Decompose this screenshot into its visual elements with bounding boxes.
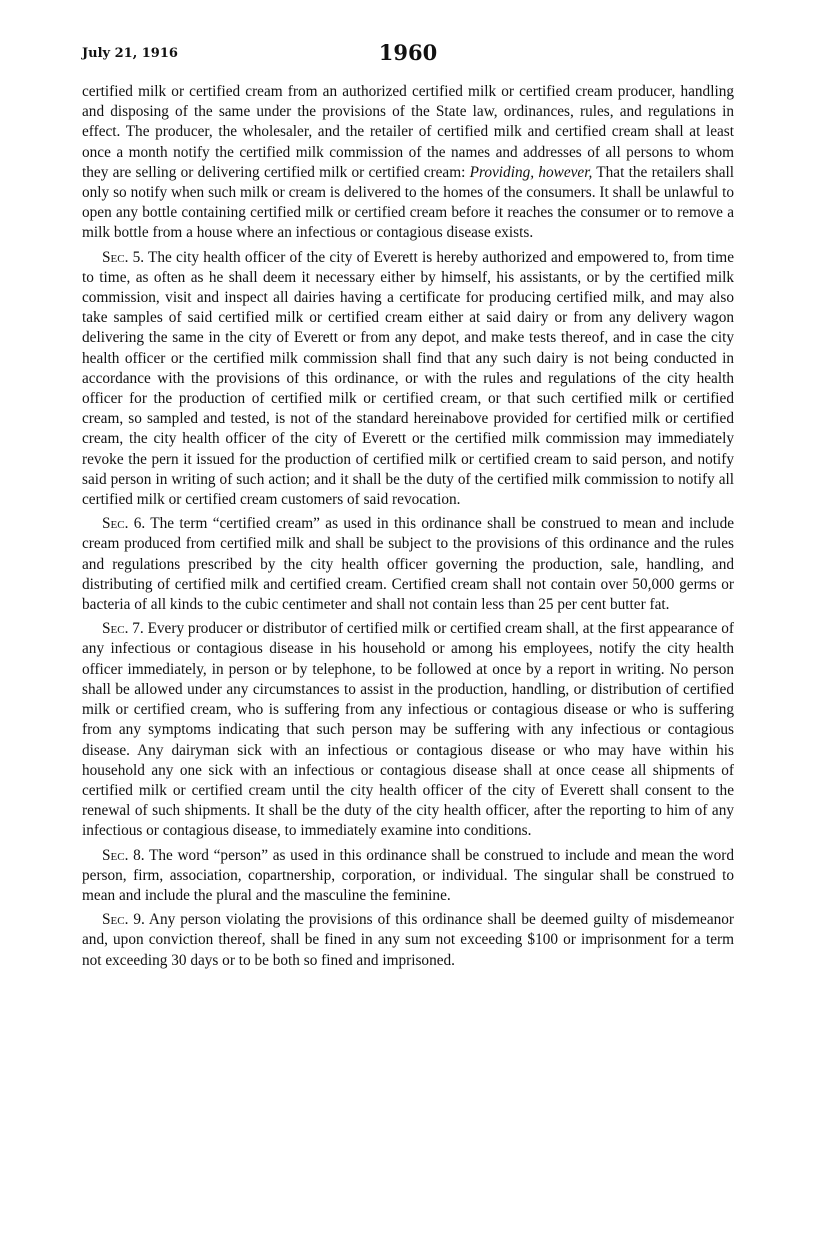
section-label: Sec. 6. bbox=[102, 515, 146, 533]
section-label: Sec. 9. bbox=[102, 911, 145, 929]
section-6 bbox=[82, 514, 734, 615]
section-label: Sec. 8. bbox=[102, 846, 145, 864]
section-text: The city health officer of the city of Everett is hereby authorized and empowered to, from time to time, as often as he shall deem it necessary either by himself, his assistants, or by the certified milk commission, visit and inspect all dairies having a certificate for producing certified milk, and may also take samples of said certified milk or certified cream either at said dairy or from any delivery wagon delivering the same in the city of Everett or from any depot, and make tests thereof, and in case the city health officer or the certified milk commission shall find that any such dairy is not being conducted in accordance with the provisions of this ordinance, or with the rules and regulations of the city health officer for the production of certified milk or certified cream, or that such certified milk or certified cream, so sampled and tested, is not of the standard hereinabove provided for certified milk or certified cream, the city health officer of the city of Everett or the certified milk commission may immediately revoke the pern it issued for the production of certified milk or certified cream to said person, and notify said person in writing of such action; and it shall be the duty of the certified milk commission to notify all certified milk or certified cream customers of said revocation. bbox=[82, 248, 734, 509]
paragraph-continuation bbox=[82, 82, 734, 244]
page-header bbox=[82, 40, 734, 68]
section-label: Sec. 5. bbox=[102, 248, 145, 266]
section-text: The term “certified cream” as used in this ordinance shall be construed to mean and include cream produced from certified milk and shall be subject to the provisions of this ordinance and the rules and regulations prescribed by the city health officer governing the production, sale, handling, and distributing of certified milk and certified cream. Certified cream shall not contain over 50,000 germs or bacteria of all kinds to the cubic centimeter and shall not contain less than 25 per cent butter fat. bbox=[82, 515, 735, 614]
document-body bbox=[82, 82, 734, 975]
section-7 bbox=[82, 619, 734, 841]
section-8 bbox=[82, 846, 734, 907]
section-text: The word “person” as used in this ordinance shall be construed to include and mean the word person, firm, association, copartnership, corporation, or individual. The singular shall be construed to mean and include the plural and the masculine the feminine. bbox=[82, 846, 735, 904]
section-label: Sec. 7. bbox=[102, 620, 144, 638]
section-5 bbox=[82, 248, 734, 511]
paragraph-text-after: That the retailers shall only so notify when such milk or cream is delivered to the homes of the consumers. It shall be unlawful to open any bottle containing certified milk or certified cream before it reaches the consumer or to remove a milk bottle from a house where an infectious or contagious disease exists. bbox=[82, 163, 735, 242]
section-text: Every producer or distributor of certified milk or certified cream shall, at the first appearance of any infectious or contagious disease in his household or among his employees, notify the city health officer immediately, in person or by telephone, to be followed at once by a report in writing. No person shall be allowed under any circumstances to assist in the production, handling, or distribution of certified milk or certified cream, who is suffering from any infectious or contagious disease or who is suffering from any symptoms indicating that such person may be suffering with any infectious or contagious disease. Any dairyman sick with an infectious or contagious disease or who may have within his household any one sick with an infectious or contagious disease shall at once cease all shipments of certified milk or certified cream until the city health officer of the city of Everett shall consent to the renewal of such shipments. It shall be the duty of the city health officer, after the reporting to him of any infectious or contagious disease, to immediately examine into conditions. bbox=[82, 620, 734, 840]
paragraph-italic: Providing, however, bbox=[469, 163, 593, 181]
page-number: 1960 bbox=[378, 40, 438, 65]
section-text: Any person violating the provisions of this ordinance shall be deemed guilty of misdemeanor and, upon conviction thereof, shall be fined in any sum not exceeding $100 or imprisonment for a term not exceeding 30 days or to be both so fined and imprisoned. bbox=[82, 911, 734, 969]
paragraph-text: certified milk or certified cream from an authorized certified milk or certified cream producer, handling and disposing of the same under the provisions of the State law, ordinances, rules, and regulations in effect. The producer, the wholesaler, and the retailer of certified milk and certified cream shall at least once a month notify the certified milk commission of the names and addresses of all persons to whom they are selling or delivering certified milk or certified cream: bbox=[82, 83, 734, 181]
header-date: July 21, 1916 bbox=[82, 46, 178, 61]
section-9 bbox=[82, 910, 734, 971]
